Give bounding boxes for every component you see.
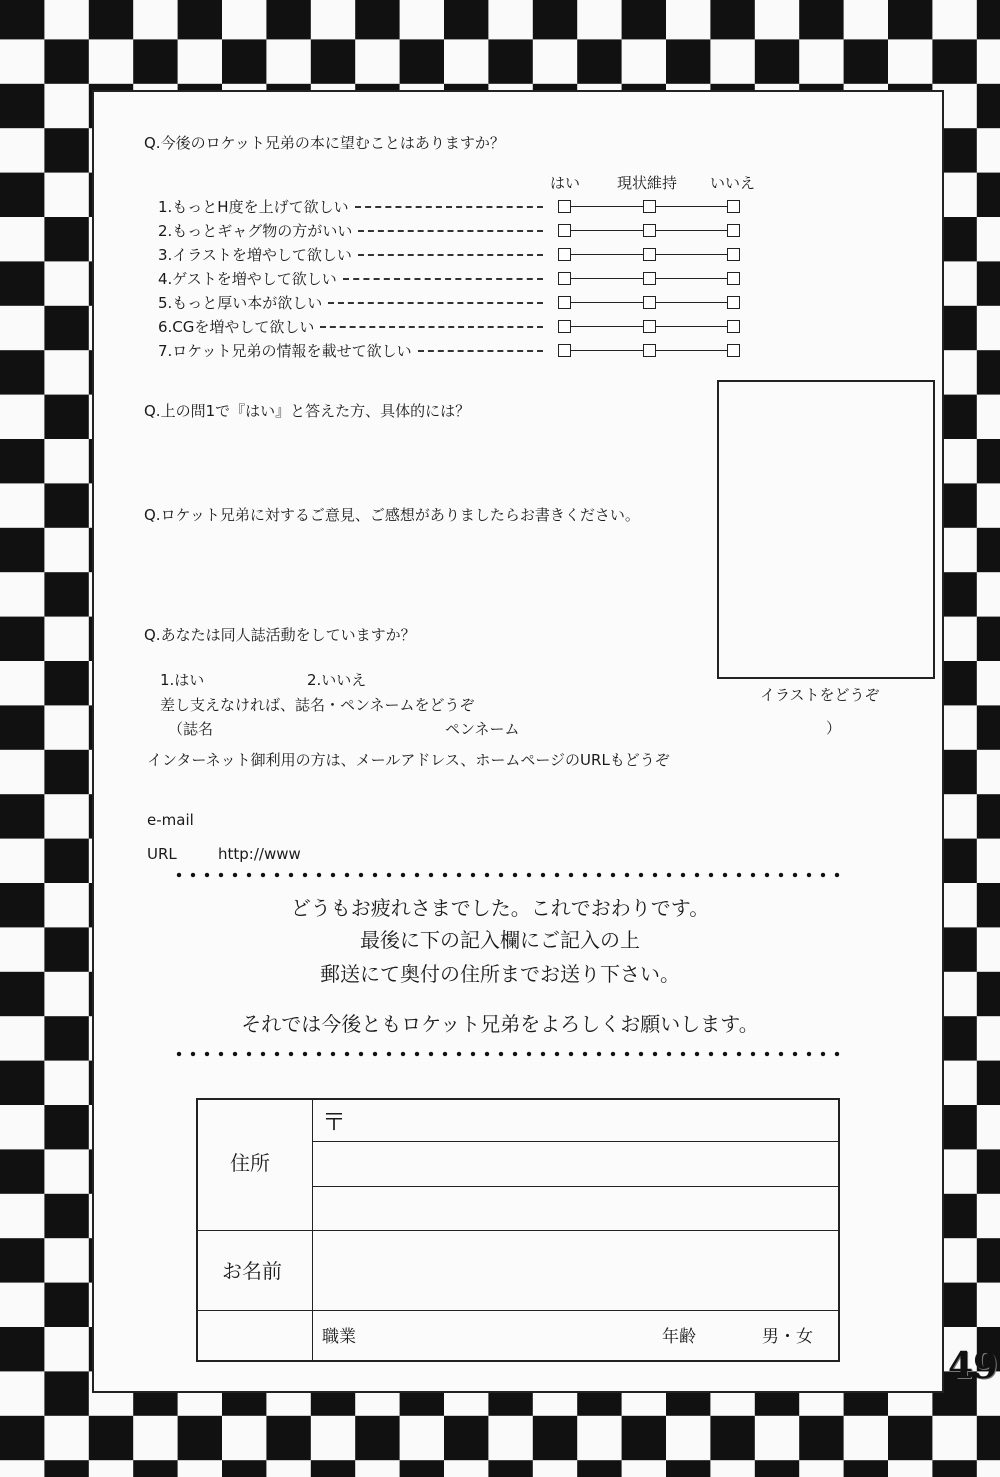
dotted-divider-bottom <box>172 1051 846 1057</box>
checkbox-no[interactable] <box>727 296 740 309</box>
connector-line <box>656 206 727 207</box>
question-4: Q.あなたは同人誌活動をしていますか？ <box>144 626 416 644</box>
gender-label[interactable]: 男・女 <box>762 1327 813 1347</box>
checkbox-neutral[interactable] <box>643 224 656 237</box>
checkbox-neutral[interactable] <box>643 272 656 285</box>
closing-line-3: 郵送にて奥付の住所までお送り下さい。 <box>320 962 680 986</box>
leader-line <box>320 326 543 328</box>
question-2: Q.上の問1で『はい』と答えた方、具体的には？ <box>144 402 471 420</box>
address-line-3[interactable] <box>312 1186 840 1230</box>
leader-line <box>358 254 543 256</box>
url-label: URL <box>147 845 177 863</box>
checkbox-no[interactable] <box>727 344 740 357</box>
address-label: 住所 <box>230 1151 270 1175</box>
option-yes[interactable]: 1.はい <box>160 671 205 689</box>
url-prefix: http://www <box>218 845 301 863</box>
rating-item-label: 6.CGを増やして欲しい <box>158 318 315 336</box>
checkbox-no[interactable] <box>727 224 740 237</box>
header-no: いいえ <box>710 174 756 192</box>
illustration-box[interactable] <box>717 380 935 679</box>
leader-line <box>418 350 543 352</box>
closing-line-1: どうもお疲れさまでした。これでおわりです。 <box>290 896 710 920</box>
checkbox-neutral[interactable] <box>643 296 656 309</box>
connector-line <box>571 254 643 255</box>
checkbox-yes[interactable] <box>558 248 571 261</box>
leader-line <box>355 206 543 208</box>
checkbox-yes[interactable] <box>558 224 571 237</box>
question-1: Q.今後のロケット兄弟の本に望むことはありますか？ <box>144 134 505 152</box>
page-number: 49 <box>948 1345 999 1387</box>
header-yes: はい <box>550 174 581 192</box>
checkbox-yes[interactable] <box>558 296 571 309</box>
connector-line <box>571 230 643 231</box>
question-3: Q.ロケット兄弟に対するご意見、ご感想がありましたらお書きください。 <box>144 506 640 524</box>
header-neutral: 現状維持 <box>617 174 678 192</box>
checkbox-no[interactable] <box>727 320 740 333</box>
checkbox-no[interactable] <box>727 200 740 213</box>
connector-line <box>656 230 727 231</box>
connector-line <box>656 278 727 279</box>
closing-line-4: それでは今後ともロケット兄弟をよろしくお願いします。 <box>241 1012 759 1036</box>
connector-line <box>571 326 643 327</box>
connector-line <box>571 302 643 303</box>
rating-item-label: 3.イラストを増やして欲しい <box>158 246 352 264</box>
checkbox-no[interactable] <box>727 248 740 261</box>
connector-line <box>571 350 643 351</box>
magazine-name-label: （誌名 <box>168 720 214 738</box>
email-label: e-mail <box>147 811 194 829</box>
postal-mark: 〒 <box>322 1108 346 1136</box>
rating-item-label: 4.ゲストを増やして欲しい <box>158 270 337 288</box>
connector-line <box>571 206 643 207</box>
illustration-caption: イラストをどうぞ <box>760 686 880 704</box>
closing-line-2: 最後に下の記入欄にご記入の上 <box>360 928 640 952</box>
connector-line <box>571 278 643 279</box>
connector-line <box>656 302 727 303</box>
checkbox-yes[interactable] <box>558 272 571 285</box>
address-line-1[interactable] <box>312 1098 840 1141</box>
rating-item-label: 7.ロケット兄弟の情報を載せて欲しい <box>158 342 412 360</box>
checkbox-neutral[interactable] <box>643 344 656 357</box>
internet-note: インターネット御利用の方は、メールアドレス、ホームページのURLもどうぞ <box>147 751 670 769</box>
connector-line <box>656 254 727 255</box>
checkbox-yes[interactable] <box>558 200 571 213</box>
pen-name-label: ペンネーム <box>445 720 520 738</box>
option-no[interactable]: 2.いいえ <box>307 671 367 689</box>
rating-item-label: 5.もっと厚い本が欲しい <box>158 294 323 312</box>
name-field[interactable] <box>312 1230 840 1310</box>
checkbox-yes[interactable] <box>558 344 571 357</box>
closing-paren: ） <box>826 719 842 737</box>
rating-item-label: 2.もっとギャグ物の方がいい <box>158 222 353 240</box>
connector-line <box>656 350 727 351</box>
rating-item-label: 1.もっとH度を上げて欲しい <box>158 198 349 216</box>
checkbox-yes[interactable] <box>558 320 571 333</box>
leader-line <box>358 230 543 232</box>
leader-line <box>328 302 543 304</box>
address-line-2[interactable] <box>312 1141 840 1186</box>
penname-note: 差し支えなければ、誌名・ペンネームをどうぞ <box>160 696 475 714</box>
checkbox-neutral[interactable] <box>643 200 656 213</box>
leader-line <box>343 278 543 280</box>
age-label: 年齢 <box>662 1327 696 1347</box>
checkbox-neutral[interactable] <box>643 320 656 333</box>
dotted-divider-top <box>172 872 846 878</box>
name-label: お名前 <box>222 1259 282 1283</box>
checkbox-neutral[interactable] <box>643 248 656 261</box>
checkbox-no[interactable] <box>727 272 740 285</box>
occupation-label: 職業 <box>322 1327 356 1347</box>
connector-line <box>656 326 727 327</box>
